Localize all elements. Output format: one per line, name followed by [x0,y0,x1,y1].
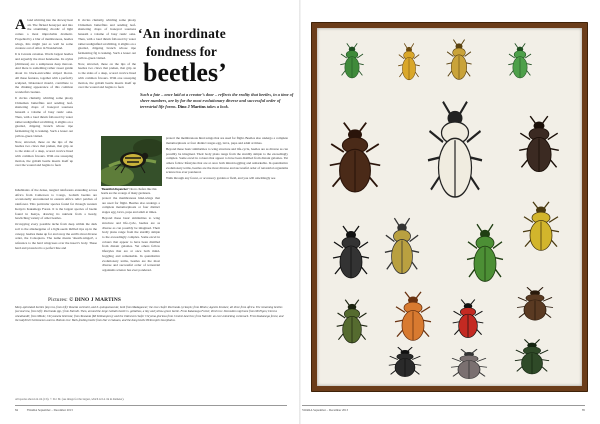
paragraph: protect the membranous hind-wings that are used for flight. Beetles also undergo a complete metamorphosis or four distinct stages egg, larva, pupa and adult at times. [166,136,288,145]
body-column-3 [102,196,160,292]
title-line-1: ‘An inordinate [138,26,226,41]
title-line-2: fondness for [146,44,217,59]
footer-rule [15,405,287,406]
goliath-beetle-specimen [425,98,485,208]
rove-beetle-specimen [513,338,551,378]
striped-beetle-specimen [383,216,421,280]
left-folio [15,408,81,412]
specimen-case [311,22,588,392]
paragraph: Occupying every possible niche from deep within the dark soil to the aliedeeppine of a light-seeds thrilled tips up in the canopy, beetles make up for and away the earth's most diverse order, the Coleoptera. The name means 'sheath-winged', a reference to the hard wingcases over the insect's body. These hard and protected is a perfect line and [15,222,97,250]
grey-beetle-specimen [449,348,489,382]
rose-chafer-photo-image [101,136,162,186]
caption-text: Rove chafers like this beetle are the scourge of many gardeners. [101,187,157,195]
paragraph: Inhabitants of the dense, tangled rainforests extending across Africa from Cameroon to Congo, Goliath beetles are occasionally encountered in eastern Africa relict patches of rainforest. This particular species found far through western Kenya's Kakamega Forest. It is the largest species of beetle found in Kenya, drawing its nutrient from a heady, bewitching variety of other beetles. [15,188,97,221]
byline-suffix: takes a look. [206,104,229,110]
species-list: Many-spiralated beetles (top row, from left): Rosetia varicolor, and Z. quinquemacula; both from Madagascar; the rose chafer Pachnoda cyclaspis; from Mbulu; Agestis brookes; all three from Africa. The remaining beetles (second row, from left): Pachnoda spp.; from Nairobi. Then, around the large Goliath beetle G. goliathus, a tiny and yellow-green beetle. From Kakamega Forest; third row: Dorcadion nigrinum from Mt Elgon; Dorcus wheatlandii; from Mbulu; Chrysomela bistriata; from Tanzania (Mt Kilimanjaro); and the iridescent chafer Chrysina gloriosa from Central America; from Nairobi: an ever-mimicking cockroach. From Kakamega forest, and the ladybird Cheilomenes aurora. Bottom row: Bark-feeding beetle from Dar es Salaam, and the dung beetle Heliocopris bucephalus. [15,305,284,323]
bark-beetle-specimen [515,286,555,324]
paragraph: It circles clumsily, whirling some phony Chinaman butterflies and sending leaf-shattering drops of honeyed sourness beneath a volume of busy rustic oaks. Then, with a loud thrum followed by water rather undignified scrabbling, it alights on a gnarled, dripping branch whose ripe fermenting fig is leaking. Such a lesser out yellow-green visited. [15,96,73,138]
orange-beetle-specimen [393,290,433,346]
paragraph: It circles clumsily, whirling some phony Chinaman butterflies and sending leaf-shattering drops of honeyed sourness beneath a volume of busy rustic oaks. Then, with a loud thrum followed by water rather undignified scrabbling, it alights on a gnarled, dripping branch whose ripe fermenting fig is leaking. Such a lesser out yellow-green visited. [78,18,136,60]
photo-credit-label: Pictures: [48,297,68,303]
standfirst-text: Such a fate – once laid at a creator’s door – reflects the reality that beetles, in a time of sheer numbers, are by far the most evolutionary diverse and successful order of terrestrial life forms. [140,92,294,110]
title-line-3: beetles’ [143,58,227,87]
rose-chafer-photo [101,136,162,186]
page-number: 84 [15,408,18,412]
dark-beetle-specimen [517,114,561,178]
standfirst [140,92,296,111]
photo-credit-name: © DINO J MARTINS [69,297,121,303]
byline: Dino J Martins [177,104,206,110]
stag-beetle-specimen [327,120,383,200]
green-beetle-2-specimen [507,42,533,82]
body-column-2 [78,18,136,130]
magazine-issue: SWARA September – December 2013 [26,408,73,412]
paragraph: It is Cetonia cetoniae. Words largest beetles and arguably the most handsome. Its stylus (chitinous) are a sumptuous deep maroon. And there is something rather sweet gentle about its black-and-white striped thorax. All these features, together with a perfectly sculpted, bilaterated mould, contribute to the clinking appearance of this common wonderful creature. [15,52,73,94]
photo-caption [101,187,162,195]
caption-lead: 'Beautiful dispatcher': [101,187,130,191]
green-beetle-1-specimen [339,42,365,82]
paragraph: protect the membranous hind-wings that are used for flight. Beetles also undergo a complete metamorphosis or four distinct stages egg, larva, pupa and adult at times. [102,196,160,215]
page-number: 85 [582,408,585,412]
paragraph: Now, attracted, these on the tips of the beetles two claws that prehen, that grip on to the sides of a deep, scored crevice lined with common favours. With one sweeping motion, the goliath beetle inserts itself up over the wound and begins to feed. [15,139,73,168]
gold-beetle-1-specimen [397,42,421,84]
paragraph: land whirring into the drowsy heat air. The flicked honeypot and into the strumming chordic of light comes a most improbable dramatic. Propelled by a blur of membranous, beetles wings, this might just as well be some creature out of Alice in Wonderland. [15,18,73,51]
dung-beetle-specimen [387,346,423,380]
long-horn-beetle-specimen [331,224,371,284]
specimen-case-interior [317,28,582,386]
paragraph: Beyond these basic similarities to wing structure and life-cycle, beetles are as diverse as can possibly be imagined. Their body plans range from the sturdily simple to the exceedingly complex. Some excel in colours that appear to have been distilled from distant galaxies. Yet others follow lifestyles that are at once both mind-boggling and remarkable. In quantitative evolutionary terms, beetles are the most diverse and successful order of terrestrial organisms science has ever pondered. [166,146,288,175]
gold-beetle-2-specimen [445,38,473,84]
paragraph: Now, attracted, these on the tips of the beetles two claws that prehen, that grip on to the sides of a deep, scored crevice lined with common favours. With one sweeping motion, the goliath beetle inserts itself up over the wound and begins to feed. [78,61,136,90]
spotted-beetle-specimen [335,298,369,348]
body-column-4 [166,136,288,292]
paragraph: Walk through any forest, or accessory garden or field, and you will unwittingly see [166,176,276,181]
drop-cap: A [15,18,26,33]
jewel-beetle-specimen [465,222,505,288]
ladybird-specimen [451,298,485,342]
paragraph: Beyond these basic similarities to wing structure and life-cycle, beetles are as diverse as can possibly be imagined. Their body plans range from the sturdily simple to the exceedingly complex. Some excel in colours that appear to have been distilled from distant galaxies. Yet others follow lifestyles that are at once both mind-boggling and remarkable. In quantitative evolutionary terms, beetles are the most diverse and successful order of terrestrial organisms science has ever pondered. [102,216,160,272]
body-column-1b [15,188,97,292]
magazine-issue: SWARA September – December 2013 [302,408,348,412]
footer-rule-right [302,405,585,406]
right-folio [302,408,585,412]
image-note: All species shown in cm (1:6). © D.J. M. (see image for the largest, which is 6.4 cm in diameter). [15,398,125,401]
photo-credit [48,297,121,303]
yellow-beetle-specimen [521,200,561,256]
